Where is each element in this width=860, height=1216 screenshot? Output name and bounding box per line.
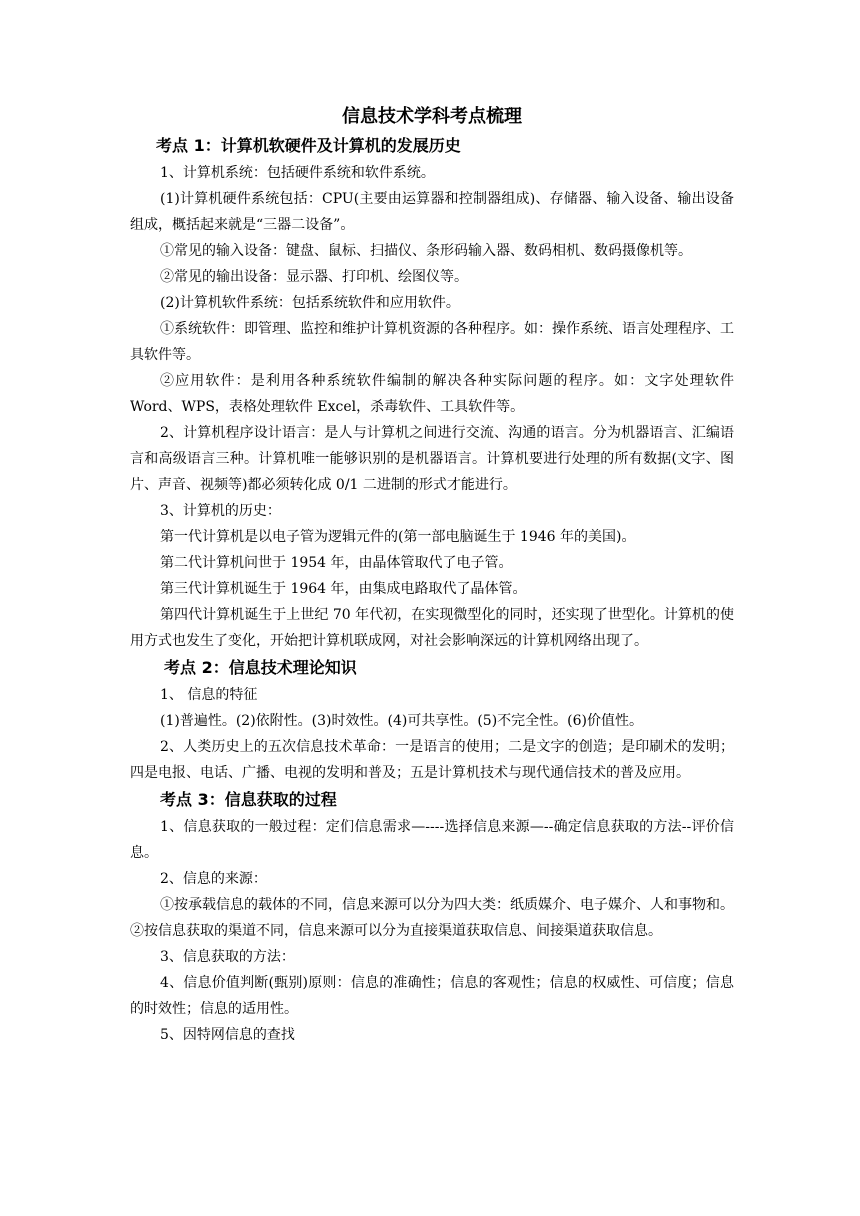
paragraph: 第二代计算机问世于 1954 年，由晶体管取代了电子管。 — [160, 555, 513, 571]
paragraph: (1)普遍性。(2)依附性。(3)时效性。(4)可共享性。(5)不完全性。(6)价值性。 — [160, 713, 643, 729]
paragraph: 2、信息的来源： — [160, 871, 267, 887]
paragraph: ①常见的输入设备：键盘、鼠标、扫描仪、条形码输入器、数码相机、数码摄像机等。 — [160, 243, 692, 259]
paragraph: 1、信息获取的一般过程：定们信息需求—----选择信息来源—--确定信息获取的方法--评价信息。 — [130, 819, 734, 861]
document-page — [130, 100, 734, 1048]
paragraph: ②常见的输出设备：显示器、打印机、绘图仪等。 — [160, 269, 468, 285]
paragraph: 3、信息获取的方法： — [160, 949, 295, 965]
section-1-heading: 考点 1：计算机软硬件及计算机的发展历史 — [156, 136, 461, 155]
section-3-heading: 考点 3：信息获取的过程 — [160, 790, 337, 809]
paragraph: 第四代计算机诞生于上世纪 70 年代初，在实现微型化的同时，还实现了世型化。计算机的使用方式也发生了变化，开始把计算机联成网，对社会影响深远的计算机网络出现了。 — [130, 607, 734, 649]
document-title: 信息技术学科考点梳理 — [342, 106, 522, 127]
paragraph: 第一代计算机是以电子管为逻辑元件的(第一部电脑诞生于 1946 年的美国)。 — [160, 529, 636, 545]
paragraph: ②应用软件：是利用各种系统软件编制的解决各种实际问题的程序。如：文字处理软件 Word、WPS，表格处理软件 Excel，杀毒软件、工具软件等。 — [130, 373, 734, 415]
paragraph: 2、计算机程序设计语言：是人与计算机之间进行交流、沟通的语言。分为机器语言、汇编语言和高级语言三种。计算机唯一能够识别的是机器语言。计算机要进行处理的所有数据(文字、图片、声音、视频等)都必须转化成 0/1 二进制的形式才能进行。 — [130, 425, 734, 493]
paragraph: 1、计算机系统：包括硬件系统和软件系统。 — [160, 165, 435, 181]
section-2-heading: 考点 2：信息技术理论知识 — [164, 658, 357, 677]
paragraph: 5、因特网信息的查找 — [160, 1027, 295, 1043]
paragraph: (2)计算机软件系统：包括系统软件和应用软件。 — [160, 295, 460, 311]
paragraph: ①系统软件：即管理、监控和维护计算机资源的各种程序。如：操作系统、语言处理程序、工具软件等。 — [130, 321, 734, 363]
paragraph: 4、信息价值判断(甄别)原则：信息的准确性；信息的客观性；信息的权威性、可信度；信息的时效性；信息的适用性。 — [130, 975, 734, 1017]
paragraph: 3、计算机的历史： — [160, 503, 281, 519]
paragraph: 2、人类历史上的五次信息技术革命：一是语言的使用；二是文字的创造；是印刷术的发明；四是电报、电话、广播、电视的发明和普及；五是计算机技术与现代通信技术的普及应用。 — [130, 739, 734, 781]
paragraph: ①按承载信息的载体的不同，信息来源可以分为四大类：纸质媒介、电子媒介、人和事物和。②按信息获取的渠道不同，信息来源可以分为直接渠道获取信息、间接渠道获取信息。 — [130, 897, 734, 939]
paragraph: 第三代计算机诞生于 1964 年，由集成电路取代了晶体管。 — [160, 581, 527, 597]
paragraph: 1、 信息的特征 — [160, 687, 258, 703]
paragraph: (1)计算机硬件系统包括：CPU(主要由运算器和控制器组成)、存储器、输入设备、输出设备组成，概括起来就是“三器二设备”。 — [130, 191, 734, 233]
